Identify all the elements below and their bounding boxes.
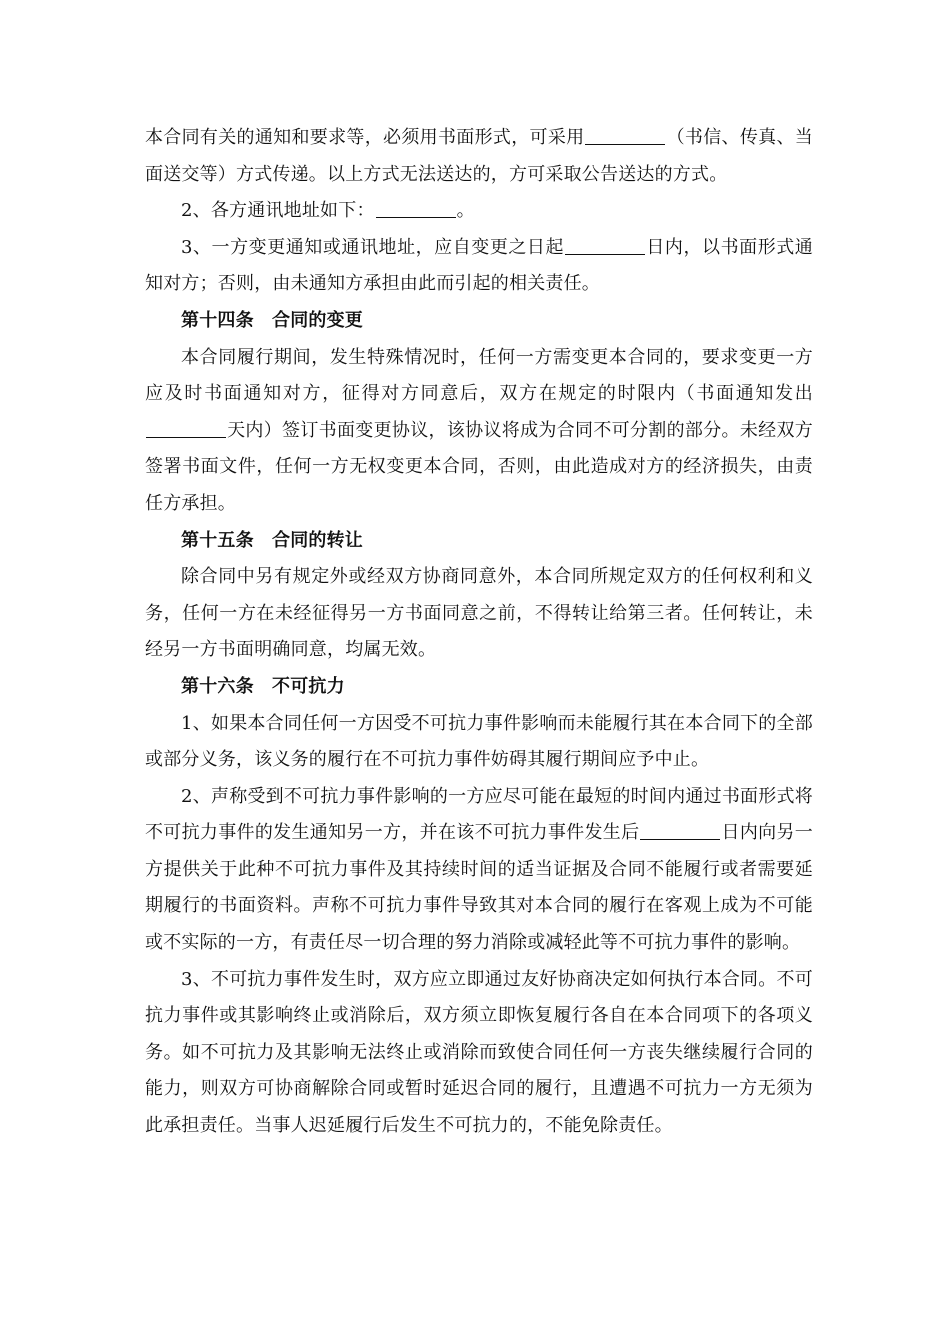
force-majeure-2-text-a: 2、声称受到不可抗力事件影响的一方应尽可能在最短的时间内通过书面形式将不可抗力事件的发生通知另一方，并在该不可抗力事件发生后 bbox=[145, 785, 813, 844]
address-change-text-b: 日内，以书面形式通知对方；否则，由未通知方承担由此而引起的相关责任。 bbox=[145, 236, 813, 295]
article-16-heading: 第十六条 不可抗力 bbox=[181, 675, 345, 697]
contract-change-paragraph bbox=[145, 340, 813, 523]
contract-body bbox=[145, 120, 813, 1145]
notice-method-text-b: （书信、传真、当面送交等）方式传递。以上方式无法送达的，方可采取公告送达的方式。 bbox=[145, 127, 813, 185]
force-majeure-paragraph-2 bbox=[145, 779, 813, 962]
notice-method-blank[interactable] bbox=[585, 143, 665, 145]
force-majeure-paragraph-3: 3、不可抗力事件发生时，双方应立即通过友好协商决定如何执行本合同。不可抗力事件或其影响终止或消除后，双方须立即恢复履行各自在本合同项下的各项义务。如不可抗力及其影响无法终止或消除而致使合同任何一方丧失继续履行合同的能力，则双方可协商解除合同或暂时延迟合同的履行，且遭遇不可抗力一方无须为此承担责任。当事人迟延履行后发生不可抗力的，不能免除责任。 bbox=[145, 968, 813, 1137]
notice-method-text-a: 本合同有关的通知和要求等，必须用书面形式，可采用 bbox=[145, 127, 585, 148]
address-paragraph bbox=[145, 193, 813, 230]
address-blank[interactable] bbox=[376, 216, 456, 218]
force-majeure-days-blank[interactable] bbox=[640, 838, 720, 840]
address-change-text-a: 3、一方变更通知或通讯地址，应自变更之日起 bbox=[181, 236, 565, 258]
contract-transfer-paragraph: 除合同中另有规定外或经双方协商同意外，本合同所规定双方的任何权利和义务，任何一方在未经征得另一方书面同意之前，不得转让给第三者。任何转让，未经另一方书面明确同意，均属无效。 bbox=[145, 566, 813, 661]
article-15-heading: 第十五条 合同的转让 bbox=[181, 529, 363, 551]
address-change-days-blank[interactable] bbox=[565, 253, 645, 255]
contract-change-text-a: 本合同履行期间，发生特殊情况时，任何一方需变更本合同的，要求变更一方应及时书面通知对方，征得对方同意后，双方在规定的时限内（书面通知发出 bbox=[145, 346, 813, 405]
address-text-b: 。 bbox=[456, 200, 475, 222]
article-14-heading: 第十四条 合同的变更 bbox=[181, 309, 363, 331]
address-change-paragraph bbox=[145, 230, 813, 303]
address-text-a: 2、各方通讯地址如下： bbox=[181, 200, 375, 222]
contract-change-text-b: 天内）签订书面变更协议，该协议将成为合同不可分割的部分。未经双方签署书面文件，任何一方无权变更本合同，否则，由此造成对方的经济损失，由责任方承担。 bbox=[145, 419, 813, 514]
force-majeure-paragraph-1: 1、如果本合同任何一方因受不可抗力事件影响而未能履行其在本合同下的全部或部分义务，该义务的履行在不可抗力事件妨碍其履行期间应予中止。 bbox=[145, 712, 813, 771]
force-majeure-2-text-b: 日内向另一方提供关于此种不可抗力事件及其持续时间的适当证据及合同不能履行或者需要延期履行的书面资料。声称不可抗力事件导致其对本合同的履行在客观上成为不可能或不实际的一方，有责任尽一切合理的努力消除或减轻此等不可抗力事件的影响。 bbox=[145, 822, 813, 954]
contract-change-days-blank[interactable] bbox=[146, 436, 226, 438]
notice-method-paragraph bbox=[145, 120, 813, 193]
